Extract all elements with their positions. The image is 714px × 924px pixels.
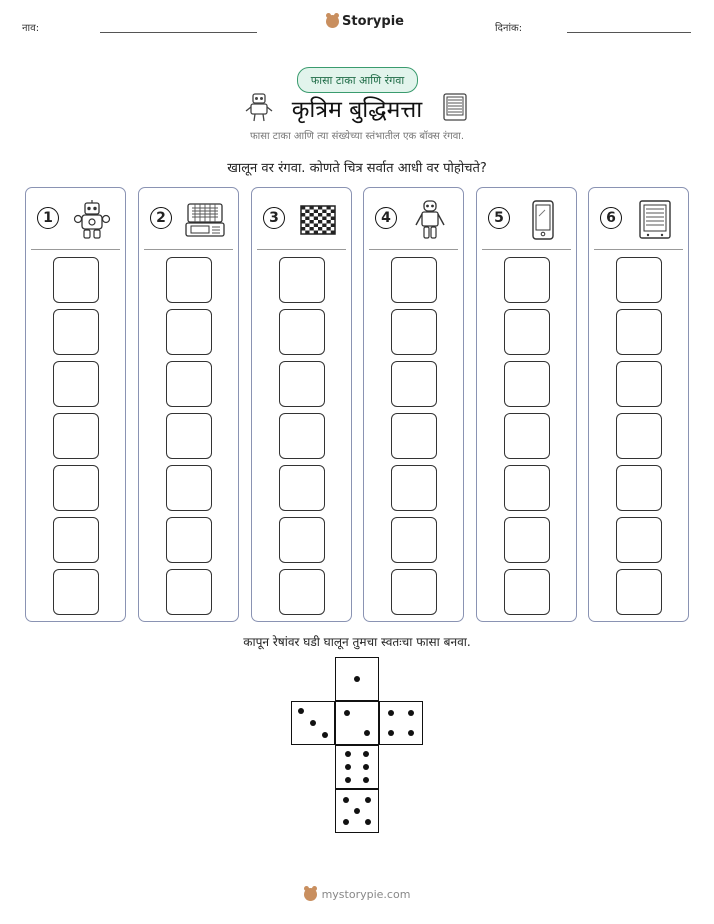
chip-grid-icon xyxy=(298,200,338,240)
color-box[interactable] xyxy=(616,309,662,355)
color-box[interactable] xyxy=(391,465,437,511)
color-box[interactable] xyxy=(504,309,550,355)
color-box[interactable] xyxy=(391,257,437,303)
column-divider xyxy=(31,249,120,250)
color-box[interactable] xyxy=(616,517,662,563)
column-divider xyxy=(369,249,458,250)
color-box[interactable] xyxy=(504,465,550,511)
dice-pip xyxy=(310,720,316,726)
color-box[interactable] xyxy=(616,257,662,303)
dice-pip xyxy=(322,732,328,738)
column-divider xyxy=(594,249,683,250)
color-box[interactable] xyxy=(391,309,437,355)
dice-pip xyxy=(408,730,414,736)
column-6 xyxy=(588,187,689,622)
dice-pip xyxy=(388,730,394,736)
column-number: 6 xyxy=(600,207,622,229)
dice-face-1 xyxy=(335,657,379,701)
footer xyxy=(0,888,714,901)
dice-pip xyxy=(365,819,371,825)
computer-machine-icon xyxy=(185,200,225,240)
color-box[interactable] xyxy=(391,361,437,407)
column-2 xyxy=(138,187,239,622)
dice-face-3 xyxy=(291,701,335,745)
brand-name: Storypie xyxy=(342,14,404,29)
column-number: 2 xyxy=(150,207,172,229)
bear-icon xyxy=(304,888,317,901)
dice-face-2 xyxy=(335,701,379,745)
column-5 xyxy=(476,187,577,622)
column-1 xyxy=(25,187,126,622)
dice-pip xyxy=(345,777,351,783)
server-title-icon xyxy=(442,93,468,121)
column-number: 4 xyxy=(375,207,397,229)
name-line[interactable] xyxy=(100,32,257,33)
color-box[interactable] xyxy=(166,413,212,459)
color-box[interactable] xyxy=(391,569,437,615)
dice-face-6 xyxy=(335,745,379,789)
color-box[interactable] xyxy=(391,517,437,563)
color-box[interactable] xyxy=(279,413,325,459)
color-box[interactable] xyxy=(166,257,212,303)
dice-pip xyxy=(363,764,369,770)
color-box[interactable] xyxy=(53,569,99,615)
activity-tag: फासा टाका आणि रंगवा xyxy=(297,67,418,93)
dice-pip xyxy=(343,819,349,825)
color-box[interactable] xyxy=(279,257,325,303)
color-box[interactable] xyxy=(279,517,325,563)
column-number: 3 xyxy=(263,207,285,229)
color-box[interactable] xyxy=(504,257,550,303)
color-box[interactable] xyxy=(616,361,662,407)
color-box[interactable] xyxy=(53,517,99,563)
color-box[interactable] xyxy=(279,309,325,355)
date-line[interactable] xyxy=(567,32,691,33)
color-box[interactable] xyxy=(53,361,99,407)
humanoid-robot-icon xyxy=(410,200,450,240)
color-box[interactable] xyxy=(391,413,437,459)
page-title: कृत्रिम बुद्धिमत्ता xyxy=(291,97,423,123)
color-box[interactable] xyxy=(166,569,212,615)
color-box[interactable] xyxy=(166,465,212,511)
dice-pip xyxy=(408,710,414,716)
color-box[interactable] xyxy=(504,569,550,615)
color-box[interactable] xyxy=(166,309,212,355)
server-panel-icon xyxy=(635,200,675,240)
dice-pip xyxy=(363,751,369,757)
dice-face-5 xyxy=(335,789,379,833)
color-box[interactable] xyxy=(279,569,325,615)
footer-url[interactable]: mystorypie.com xyxy=(321,888,411,901)
color-box[interactable] xyxy=(616,465,662,511)
column-divider xyxy=(482,249,571,250)
date-label: दिनांक: xyxy=(495,23,523,34)
smartphone-icon xyxy=(523,200,563,240)
dice-pip xyxy=(388,710,394,716)
dice-instruction: कापून रेषांवर घडी घालून तुमचा स्वतःचा फासा बनवा. xyxy=(243,635,471,649)
column-divider xyxy=(257,249,346,250)
column-3 xyxy=(251,187,352,622)
column-number: 1 xyxy=(37,207,59,229)
bear-icon xyxy=(326,15,339,28)
name-label: नाव: xyxy=(22,23,40,34)
dice-pip xyxy=(345,764,351,770)
color-box[interactable] xyxy=(53,465,99,511)
color-box[interactable] xyxy=(504,413,550,459)
color-box[interactable] xyxy=(166,361,212,407)
dice-pip xyxy=(344,710,350,716)
color-box[interactable] xyxy=(53,309,99,355)
color-box[interactable] xyxy=(166,517,212,563)
subtitle: फासा टाका आणि त्या संख्येच्या स्तंभातील एक बॉक्स रंगवा. xyxy=(249,131,465,142)
color-box[interactable] xyxy=(53,257,99,303)
dice-pip xyxy=(354,808,360,814)
dice-pip xyxy=(343,797,349,803)
dice-pip xyxy=(363,777,369,783)
color-box[interactable] xyxy=(279,465,325,511)
column-4 xyxy=(363,187,464,622)
brand-logo xyxy=(326,14,404,29)
color-box[interactable] xyxy=(504,361,550,407)
dice-pip xyxy=(354,676,360,682)
color-box[interactable] xyxy=(279,361,325,407)
dice-pip xyxy=(364,730,370,736)
column-divider xyxy=(144,249,233,250)
color-box[interactable] xyxy=(504,517,550,563)
color-box[interactable] xyxy=(616,569,662,615)
instruction: खालून वर रंगवा. कोणते चित्र सर्वात आधी वर पोहोचते? xyxy=(227,161,487,176)
color-box[interactable] xyxy=(616,413,662,459)
dice-pip xyxy=(298,708,304,714)
dice-pip xyxy=(345,751,351,757)
toy-robot-icon xyxy=(72,200,112,240)
column-number: 5 xyxy=(488,207,510,229)
color-box[interactable] xyxy=(53,413,99,459)
dice-pip xyxy=(365,797,371,803)
dice-face-4 xyxy=(379,701,423,745)
